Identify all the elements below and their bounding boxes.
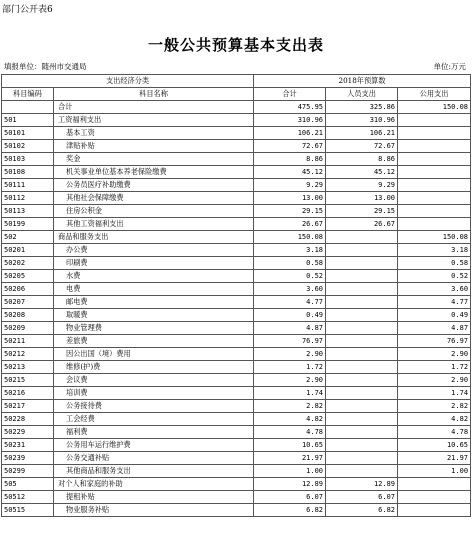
table-row xyxy=(2,257,471,270)
cell-public: 1.72 xyxy=(398,361,471,374)
cell-total: 4.82 xyxy=(254,413,326,426)
table-number-label: 部门公开表6 xyxy=(2,5,53,15)
cell-personnel xyxy=(326,465,398,478)
cell-personnel xyxy=(326,231,398,244)
cell-personnel xyxy=(326,439,398,452)
cell-code: 50231 xyxy=(2,439,54,452)
cell-personnel xyxy=(326,270,398,283)
cell-public xyxy=(398,153,471,166)
cell-personnel: 6.82 xyxy=(326,504,398,517)
cell-code: 50209 xyxy=(2,322,54,335)
table-row xyxy=(2,309,471,322)
cell-total: 150.08 xyxy=(254,231,326,244)
cell-code: 50201 xyxy=(2,244,54,257)
table-column-header xyxy=(2,88,471,101)
cell-personnel: 72.67 xyxy=(326,140,398,153)
table-row xyxy=(2,114,471,127)
cell-public: 0.52 xyxy=(398,270,471,283)
cell-public: 0.49 xyxy=(398,309,471,322)
cell-total: 310.96 xyxy=(254,114,326,127)
cell-total: 1.72 xyxy=(254,361,326,374)
table-row xyxy=(2,413,471,426)
cell-public: 0.58 xyxy=(398,257,471,270)
cell-personnel: 13.00 xyxy=(326,192,398,205)
cell-name: 基本工资 xyxy=(54,127,254,140)
cell-public xyxy=(398,166,471,179)
cell-personnel: 325.86 xyxy=(326,101,398,114)
cell-total: 2.90 xyxy=(254,348,326,361)
cell-public: 4.87 xyxy=(398,322,471,335)
table-row xyxy=(2,127,471,140)
cell-public: 150.08 xyxy=(398,101,471,114)
cell-personnel xyxy=(326,452,398,465)
group-header-classification: 支出经济分类 xyxy=(2,75,254,88)
cell-name: 培训费 xyxy=(54,387,254,400)
cell-code: 50199 xyxy=(2,218,54,231)
cell-name: 住房公积金 xyxy=(54,205,254,218)
cell-public xyxy=(398,218,471,231)
table-row xyxy=(2,465,471,478)
table-row xyxy=(2,179,471,192)
cell-total: 72.67 xyxy=(254,140,326,153)
table-row xyxy=(2,439,471,452)
cell-personnel xyxy=(326,361,398,374)
table-row xyxy=(2,205,471,218)
table-row xyxy=(2,140,471,153)
cell-name: 印刷费 xyxy=(54,257,254,270)
table-row xyxy=(2,387,471,400)
cell-code: 50212 xyxy=(2,348,54,361)
cell-total: 45.12 xyxy=(254,166,326,179)
cell-total: 4.77 xyxy=(254,296,326,309)
cell-public xyxy=(398,140,471,153)
cell-total: 13.00 xyxy=(254,192,326,205)
cell-code: 50211 xyxy=(2,335,54,348)
cell-code: 501 xyxy=(2,114,54,127)
cell-public xyxy=(398,127,471,140)
cell-name: 差旅费 xyxy=(54,335,254,348)
cell-code: 502 xyxy=(2,231,54,244)
table-row xyxy=(2,478,471,491)
cell-public xyxy=(398,192,471,205)
table-row xyxy=(2,426,471,439)
cell-code: 50229 xyxy=(2,426,54,439)
cell-personnel xyxy=(326,413,398,426)
cell-total: 4.78 xyxy=(254,426,326,439)
cell-personnel xyxy=(326,387,398,400)
cell-personnel xyxy=(326,257,398,270)
cell-name: 对个人和家庭的补助 xyxy=(54,478,254,491)
column-header-name: 科目名称 xyxy=(54,88,254,101)
cell-name: 会议费 xyxy=(54,374,254,387)
cell-code: 50213 xyxy=(2,361,54,374)
cell-code: 505 xyxy=(2,478,54,491)
cell-name: 公务接待费 xyxy=(54,400,254,413)
cell-total: 6.07 xyxy=(254,491,326,504)
table-row xyxy=(2,348,471,361)
cell-name: 电费 xyxy=(54,283,254,296)
cell-public: 1.74 xyxy=(398,387,471,400)
cell-code: 50512 xyxy=(2,491,54,504)
table-row xyxy=(2,218,471,231)
cell-code xyxy=(2,101,54,114)
cell-name: 物业服务补贴 xyxy=(54,504,254,517)
cell-name: 维修(护)费 xyxy=(54,361,254,374)
cell-name: 工资福利支出 xyxy=(54,114,254,127)
cell-code: 50207 xyxy=(2,296,54,309)
cell-name: 取暖费 xyxy=(54,309,254,322)
cell-public: 3.60 xyxy=(398,283,471,296)
cell-name: 福利费 xyxy=(54,426,254,439)
cell-total: 29.15 xyxy=(254,205,326,218)
cell-personnel xyxy=(326,322,398,335)
cell-total: 1.74 xyxy=(254,387,326,400)
cell-personnel: 106.21 xyxy=(326,127,398,140)
cell-total: 0.52 xyxy=(254,270,326,283)
cell-total: 6.82 xyxy=(254,504,326,517)
cell-code: 50299 xyxy=(2,465,54,478)
cell-total: 4.87 xyxy=(254,322,326,335)
reporting-unit: 填报单位：随州市交通局 xyxy=(4,62,87,71)
cell-total: 3.60 xyxy=(254,283,326,296)
cell-personnel xyxy=(326,374,398,387)
cell-code: 50111 xyxy=(2,179,54,192)
cell-public xyxy=(398,491,471,504)
cell-name: 水费 xyxy=(54,270,254,283)
cell-name: 工会经费 xyxy=(54,413,254,426)
cell-personnel: 29.15 xyxy=(326,205,398,218)
cell-public xyxy=(398,114,471,127)
cell-name: 合计 xyxy=(54,101,254,114)
cell-code: 50217 xyxy=(2,400,54,413)
column-header-code: 科目编码 xyxy=(2,88,54,101)
table-row xyxy=(2,296,471,309)
cell-total: 76.97 xyxy=(254,335,326,348)
table-row xyxy=(2,491,471,504)
table-row xyxy=(2,166,471,179)
cell-public: 4.77 xyxy=(398,296,471,309)
cell-code: 50108 xyxy=(2,166,54,179)
cell-personnel: 45.12 xyxy=(326,166,398,179)
group-header-budget-year: 2018年预算数 xyxy=(254,75,471,88)
table-row xyxy=(2,504,471,517)
cell-total: 8.86 xyxy=(254,153,326,166)
cell-personnel xyxy=(326,348,398,361)
cell-name: 公务用车运行维护费 xyxy=(54,439,254,452)
cell-total: 3.18 xyxy=(254,244,326,257)
cell-code: 50103 xyxy=(2,153,54,166)
cell-public: 21.97 xyxy=(398,452,471,465)
cell-total: 9.29 xyxy=(254,179,326,192)
table-row xyxy=(2,322,471,335)
table-row xyxy=(2,270,471,283)
cell-name: 提租补贴 xyxy=(54,491,254,504)
cell-public: 4.82 xyxy=(398,413,471,426)
cell-personnel xyxy=(326,244,398,257)
cell-public: 2.82 xyxy=(398,400,471,413)
cell-public: 4.78 xyxy=(398,426,471,439)
cell-code: 50202 xyxy=(2,257,54,270)
cell-public xyxy=(398,205,471,218)
cell-name: 办公费 xyxy=(54,244,254,257)
cell-personnel: 9.29 xyxy=(326,179,398,192)
cell-total: 21.97 xyxy=(254,452,326,465)
cell-name: 物业管理费 xyxy=(54,322,254,335)
cell-public xyxy=(398,478,471,491)
cell-public: 2.90 xyxy=(398,348,471,361)
table-row xyxy=(2,361,471,374)
cell-public: 10.65 xyxy=(398,439,471,452)
cell-code: 50216 xyxy=(2,387,54,400)
table-row xyxy=(2,153,471,166)
cell-public: 3.18 xyxy=(398,244,471,257)
table-row xyxy=(2,192,471,205)
cell-personnel xyxy=(326,296,398,309)
table-row xyxy=(2,283,471,296)
cell-public xyxy=(398,179,471,192)
table-row xyxy=(2,231,471,244)
cell-name: 其他社会保障缴费 xyxy=(54,192,254,205)
cell-public: 150.08 xyxy=(398,231,471,244)
column-header-public: 公用支出 xyxy=(398,88,471,101)
cell-code: 50208 xyxy=(2,309,54,322)
cell-code: 50205 xyxy=(2,270,54,283)
cell-total: 0.58 xyxy=(254,257,326,270)
cell-code: 50112 xyxy=(2,192,54,205)
cell-code: 50206 xyxy=(2,283,54,296)
cell-name: 商品和服务支出 xyxy=(54,231,254,244)
cell-name: 公务员医疗补助缴费 xyxy=(54,179,254,192)
total-row xyxy=(2,101,471,114)
cell-personnel: 26.67 xyxy=(326,218,398,231)
table-row xyxy=(2,244,471,257)
cell-total: 0.49 xyxy=(254,309,326,322)
cell-personnel: 6.07 xyxy=(326,491,398,504)
table-row xyxy=(2,452,471,465)
cell-personnel xyxy=(326,283,398,296)
cell-code: 50239 xyxy=(2,452,54,465)
cell-personnel: 12.89 xyxy=(326,478,398,491)
cell-code: 50101 xyxy=(2,127,54,140)
cell-total: 26.67 xyxy=(254,218,326,231)
cell-code: 50113 xyxy=(2,205,54,218)
cell-name: 机关事业单位基本养老保险缴费 xyxy=(54,166,254,179)
currency-unit: 单位:万元 xyxy=(433,62,466,71)
page-title: 一般公共预算基本支出表 xyxy=(147,36,324,54)
cell-code: 50515 xyxy=(2,504,54,517)
table-row xyxy=(2,400,471,413)
cell-personnel: 8.86 xyxy=(326,153,398,166)
cell-name: 其他工资福利支出 xyxy=(54,218,254,231)
cell-code: 50102 xyxy=(2,140,54,153)
cell-total: 10.65 xyxy=(254,439,326,452)
cell-name: 公务交通补贴 xyxy=(54,452,254,465)
cell-name: 因公出国（境）费用 xyxy=(54,348,254,361)
cell-personnel xyxy=(326,426,398,439)
cell-name: 津贴补贴 xyxy=(54,140,254,153)
cell-personnel: 310.96 xyxy=(326,114,398,127)
cell-personnel xyxy=(326,335,398,348)
cell-total: 1.00 xyxy=(254,465,326,478)
cell-name: 邮电费 xyxy=(54,296,254,309)
table-group-header xyxy=(2,75,471,88)
cell-total: 475.95 xyxy=(254,101,326,114)
cell-public: 1.00 xyxy=(398,465,471,478)
cell-code: 50228 xyxy=(2,413,54,426)
table-row xyxy=(2,374,471,387)
cell-personnel xyxy=(326,309,398,322)
table-row xyxy=(2,335,471,348)
cell-total: 2.82 xyxy=(254,400,326,413)
budget-table xyxy=(1,74,471,517)
cell-personnel xyxy=(326,400,398,413)
cell-public xyxy=(398,504,471,517)
cell-name: 其他商品和服务支出 xyxy=(54,465,254,478)
cell-public: 76.97 xyxy=(398,335,471,348)
cell-name: 奖金 xyxy=(54,153,254,166)
cell-total: 12.89 xyxy=(254,478,326,491)
column-header-total: 合计 xyxy=(254,88,326,101)
cell-public: 2.90 xyxy=(398,374,471,387)
cell-total: 106.21 xyxy=(254,127,326,140)
column-header-personnel: 人员支出 xyxy=(326,88,398,101)
cell-code: 50215 xyxy=(2,374,54,387)
cell-total: 2.90 xyxy=(254,374,326,387)
